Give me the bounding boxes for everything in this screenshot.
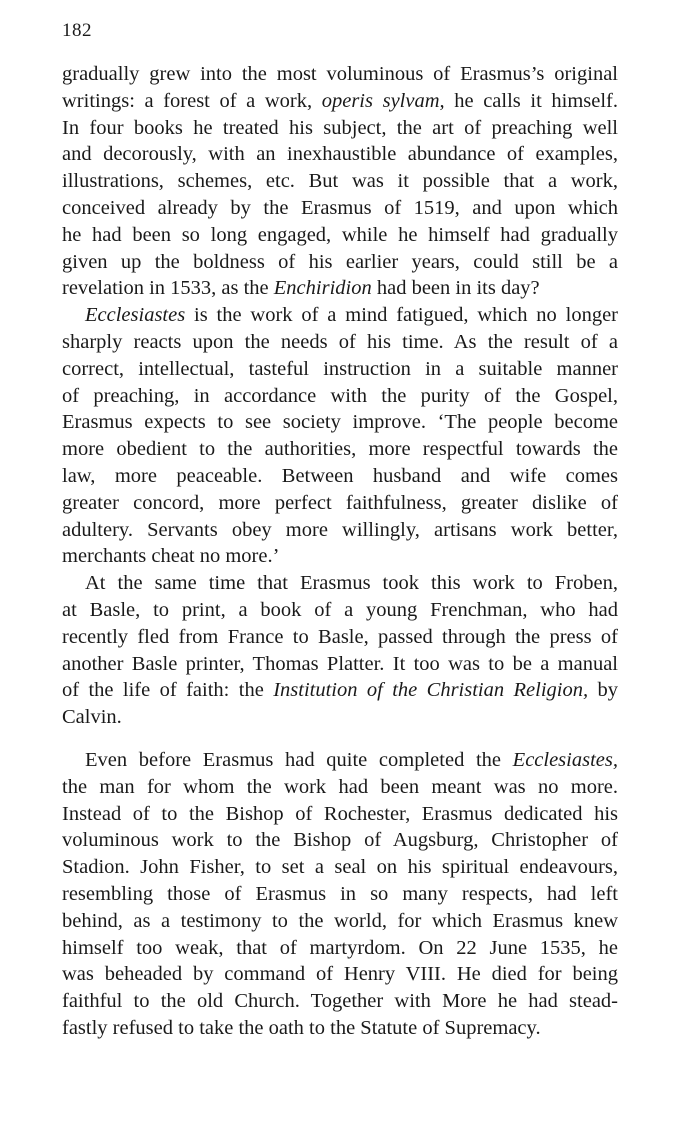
text-run: of the life of faith: the [62, 679, 274, 702]
text-run: illustrations, schemes, etc. But was it possible that a work, [62, 170, 618, 193]
text-run: another Basle printer, Thomas Platter. It too was to be a manual [62, 652, 618, 675]
text-run: of preaching, in accordance with the purity of the Gospel, [62, 384, 618, 407]
text-run: writings: a forest of a work, [62, 89, 322, 112]
text-line [62, 854, 618, 881]
text-line [62, 141, 618, 168]
text-run: and decorously, with an inexhaustible abundance of examples, [62, 143, 618, 166]
text-run: law, more peaceable. Between husband and wife comes [62, 464, 618, 487]
text-line [62, 543, 618, 570]
text-line [62, 329, 618, 356]
text-run: was beheaded by command of Henry VIII. He died for being [62, 963, 618, 986]
text-run: had been in its day? [371, 277, 540, 300]
text-run: At the same time that Erasmus took this work to Froben, [85, 572, 618, 595]
text-line [62, 881, 618, 908]
paragraph [62, 61, 618, 302]
text-run: Even before Erasmus had quite completed the [85, 749, 513, 771]
text-run: gradually grew into the most voluminous of Erasmus’s original [62, 63, 618, 85]
text-line [62, 356, 618, 383]
text-run: adultery. Servants obey more willingly, artisans work better, [62, 518, 618, 541]
text-line [62, 490, 618, 517]
text-line [62, 747, 618, 774]
text-line [62, 61, 618, 88]
text-block-lower [62, 747, 618, 1042]
text-run: is the work of a mind fatigued, which no longer [185, 304, 618, 327]
text-line [62, 517, 618, 544]
text-run: he calls it himself. [444, 89, 618, 112]
text-run: Instead of to the Bishop of Rochester, Erasmus dedicated his [62, 802, 618, 825]
text-run: Calvin. [62, 706, 122, 729]
paragraph [62, 747, 618, 1042]
text-line [62, 704, 618, 731]
text-run: more obedient to the authorities, more respectful towards the [62, 438, 618, 461]
text-line [62, 827, 618, 854]
text-run: behind, as a testimony to the world, for which Erasmus knew [62, 909, 618, 932]
text-run: In four books he treated his subject, the art of preaching well [62, 116, 618, 139]
text-run: Stadion. John Fisher, to set a seal on his spiritual endeavours, [62, 856, 618, 879]
text-run: at Basle, to print, a book of a young Frenchman, who had [62, 598, 618, 621]
text-run: faithful to the old Church. Together with More he had stead- [62, 990, 618, 1013]
text-run: recently fled from France to Basle, passed through the press of [62, 625, 618, 648]
text-line [62, 597, 618, 624]
text-line [62, 961, 618, 988]
text-run: by [588, 679, 619, 702]
text-line [62, 249, 618, 276]
text-run: given up the boldness of his earlier years, could still be a [62, 250, 618, 273]
text-line [62, 624, 618, 651]
text-line [62, 935, 618, 962]
text-line [62, 115, 618, 142]
text-line [62, 168, 618, 195]
text-run: himself too weak, that of martyrdom. On 22 June 1535, he [62, 936, 618, 959]
text-block-upper [62, 61, 618, 731]
italic-text: operis sylvam, [321, 89, 445, 112]
text-run: resembling those of Erasmus in so many respects, had left [62, 882, 618, 905]
italic-text: Institution of the Christian Religion, [273, 679, 589, 702]
text-line [62, 222, 618, 249]
text-line [62, 302, 618, 329]
text-line [62, 988, 618, 1015]
text-run: the man for whom the work had been meant was no more. [62, 775, 618, 798]
paragraph [62, 570, 618, 731]
text-line [62, 570, 618, 597]
text-line [62, 651, 618, 678]
text-run: revelation in 1533, as the [62, 277, 274, 300]
text-line [62, 195, 618, 222]
paragraph [62, 302, 618, 570]
text-line [62, 801, 618, 828]
text-run: merchants cheat no more.’ [62, 545, 280, 568]
text-run: he had been so long engaged, while he himself had gradually [62, 223, 618, 246]
text-line [62, 908, 618, 935]
italic-text: Ecclesiastes [85, 304, 186, 327]
italic-text: Ecclesiastes, [512, 749, 618, 771]
text-line [62, 677, 618, 704]
text-line [62, 383, 618, 410]
text-run: Erasmus expects to see society improve. ‘The people become [62, 411, 618, 434]
text-line [62, 1015, 618, 1042]
text-run: sharply reacts upon the needs of his time. As the result of a [62, 330, 618, 353]
text-run: voluminous work to the Bishop of Augsburg, Christopher of [62, 829, 618, 852]
text-run: fastly refused to take the oath to the Statute of Supremacy. [62, 1016, 541, 1039]
text-run: greater concord, more perfect faithfulness, greater dislike of [62, 491, 618, 514]
text-line [62, 88, 618, 115]
text-line [62, 463, 618, 490]
text-line [62, 774, 618, 801]
text-run: correct, intellectual, tasteful instruction in a suitable manner [62, 357, 618, 380]
page-number: 182 [62, 20, 92, 41]
text-line [62, 436, 618, 463]
text-line [62, 275, 618, 302]
text-run: conceived already by the Erasmus of 1519, and upon which [62, 196, 618, 219]
text-line [62, 409, 618, 436]
italic-text: Enchiridion [273, 277, 372, 300]
